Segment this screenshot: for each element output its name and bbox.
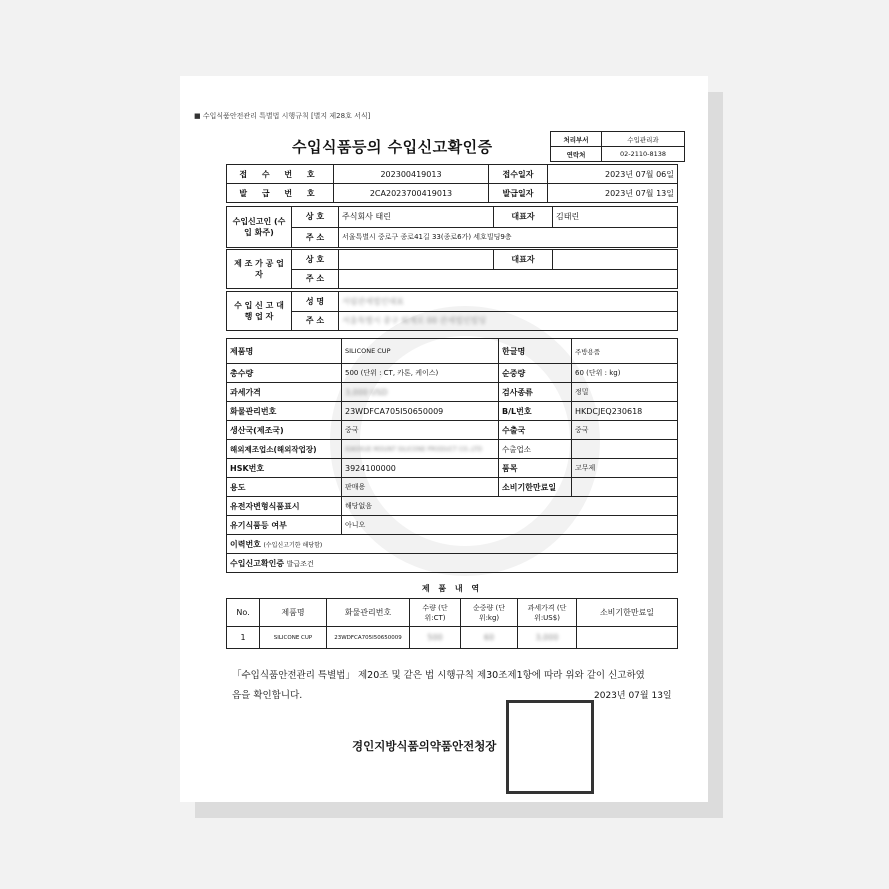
items-header: 제품명 bbox=[260, 599, 327, 627]
manufacturer-table bbox=[226, 249, 678, 289]
origin-label: 생산국(제조국) bbox=[227, 421, 342, 440]
numbers-table bbox=[226, 164, 678, 203]
item-cell: 23WDFCA705I50650009 bbox=[327, 627, 410, 649]
qty-value: 500 (단위 : CT, 카톤, 케이스) bbox=[342, 364, 499, 383]
manufacturer-label: 제 조 가 공 업 자 bbox=[227, 250, 292, 289]
item-cell: 1 bbox=[227, 627, 260, 649]
cargo-value: 23WDFCA705I50650009 bbox=[342, 402, 499, 421]
items-table bbox=[226, 598, 678, 649]
document-title: 수입식품등의 수입신고확인증 bbox=[292, 138, 493, 156]
issue-no: 2CA2023700419013 bbox=[334, 184, 489, 203]
product-name: SILICONE CUP bbox=[342, 339, 499, 364]
net-weight-value: 60 (단위 : kg) bbox=[572, 364, 678, 383]
receipt-no: 202300419013 bbox=[334, 165, 489, 184]
expiry-label: 소비기한만료일 bbox=[499, 478, 572, 497]
agent-label: 수 입 신 고 대 행 업 자 bbox=[227, 292, 292, 331]
receipt-date-label: 접수일자 bbox=[489, 165, 548, 184]
agent-name: 서림관세법인대표 bbox=[339, 292, 678, 312]
issue-date: 2023년 07월 13일 bbox=[548, 184, 678, 203]
exporter-label: 수출업소 bbox=[499, 440, 572, 459]
items-header: 과세가격 (단위:US$) bbox=[518, 599, 577, 627]
net-weight-label: 순중량 bbox=[499, 364, 572, 383]
receipt-no-label: 접 수 번 호 bbox=[227, 165, 334, 184]
items-header: 소비기한만료일 bbox=[577, 599, 678, 627]
official-seal bbox=[506, 700, 594, 794]
item-cell: 60 bbox=[461, 627, 518, 649]
manufacturer-name-label: 상 호 bbox=[292, 250, 339, 270]
items-header: 수량 (단위:CT) bbox=[410, 599, 461, 627]
confirm-label: 수입신고확인증 bbox=[230, 558, 285, 568]
importer-addr: 서울특별시 중로구 종로41길 33(종로6가) 세호빌딩9층 bbox=[339, 227, 678, 248]
use-label: 용도 bbox=[227, 478, 342, 497]
hsk-label: HSK번호 bbox=[227, 459, 342, 478]
issue-no-label: 발 급 번 호 bbox=[227, 184, 334, 203]
use-value: 판매용 bbox=[342, 478, 499, 497]
issuer-name: 경인지방식품의약품안전청장 bbox=[352, 739, 497, 753]
export-label: 수출국 bbox=[499, 421, 572, 440]
export-value: 중국 bbox=[572, 421, 678, 440]
manufacturer-rep-label: 대표자 bbox=[494, 250, 553, 270]
contact-label: 연락처 bbox=[551, 147, 602, 162]
items-header: 화물관리번호 bbox=[327, 599, 410, 627]
contact-value: 02-2110-8138 bbox=[602, 147, 685, 162]
certificate-document bbox=[180, 76, 708, 802]
law-reference: ■ 수입식품안전관리 특별법 시행규칙 [별지 제28호 서식] bbox=[194, 112, 371, 120]
category-label: 품목 bbox=[499, 459, 572, 478]
receipt-date: 2023년 07월 06일 bbox=[548, 165, 678, 184]
importer-name: 주식회사 태린 bbox=[339, 207, 494, 228]
items-header: No. bbox=[227, 599, 260, 627]
price-value: 3,000 USD bbox=[342, 383, 499, 402]
history-note: (수입신고기한 해당함) bbox=[263, 541, 323, 549]
notice-text: 「수입식품안전관리 특별법」 제20조 및 같은 법 시행규칙 제30조제1항에 따라 위와 같이 신고하였음을 확인합니다. bbox=[232, 670, 645, 701]
importer-addr-label: 주 소 bbox=[292, 227, 339, 248]
history-label: 이력번호 bbox=[230, 539, 261, 549]
importer-rep-label: 대표자 bbox=[494, 207, 553, 228]
organic-label: 유기식품등 여부 bbox=[227, 516, 342, 535]
bl-label: B/L번호 bbox=[499, 402, 572, 421]
dept-value: 수입관리과 bbox=[602, 132, 685, 147]
items-title: 제 품 내 역 bbox=[421, 584, 483, 593]
bl-value: HKDCJEQ230618 bbox=[572, 402, 678, 421]
category-value: 고무제 bbox=[572, 459, 678, 478]
confirm-value: 발급조건 bbox=[286, 559, 314, 568]
korean-name-label: 한글명 bbox=[499, 339, 572, 364]
item-cell: 3,000 bbox=[518, 627, 577, 649]
item-cell: SILICONE CUP bbox=[260, 627, 327, 649]
items-header: 순중량 (단위:kg) bbox=[461, 599, 518, 627]
maker-label: 해외제조업소(해외작업장) bbox=[227, 440, 342, 459]
inspect-value: 정밀 bbox=[572, 383, 678, 402]
inspect-label: 검사종류 bbox=[499, 383, 572, 402]
qty-label: 총수량 bbox=[227, 364, 342, 383]
importer-label: 수입신고인 (수입 화주) bbox=[227, 207, 292, 248]
issue-date-label: 발급일자 bbox=[489, 184, 548, 203]
dept-label: 처리부서 bbox=[551, 132, 602, 147]
item-cell bbox=[577, 627, 678, 649]
agent-table bbox=[226, 291, 678, 331]
importer-rep: 김태린 bbox=[553, 207, 678, 228]
cargo-label: 화물관리번호 bbox=[227, 402, 342, 421]
price-label: 과세가격 bbox=[227, 383, 342, 402]
organic-value: 아니오 bbox=[342, 516, 678, 535]
agent-name-label: 성 명 bbox=[292, 292, 339, 312]
importer-table bbox=[226, 206, 678, 248]
department-box bbox=[550, 131, 685, 162]
item-cell: 500 bbox=[410, 627, 461, 649]
product-name-label: 제품명 bbox=[227, 339, 342, 364]
manufacturer-addr-label: 주 소 bbox=[292, 269, 339, 289]
maker-value: XIAOXUE MOUNT SILICONE PRODUCT CO.,LTD bbox=[342, 440, 499, 459]
korean-name: 주방용품 bbox=[572, 339, 678, 364]
agent-addr-label: 주 소 bbox=[292, 311, 339, 331]
issue-date-footer: 2023년 07월 13일 bbox=[594, 691, 672, 701]
agent-addr: 서울특별시 중구 퇴계로 00 관세법인빌딩 bbox=[339, 311, 678, 331]
gmo-value: 해당없음 bbox=[342, 497, 678, 516]
origin-value: 중국 bbox=[342, 421, 499, 440]
hsk-value: 3924100000 bbox=[342, 459, 499, 478]
gmo-label: 유전자변형식품표시 bbox=[227, 497, 342, 516]
product-table bbox=[226, 338, 678, 573]
importer-name-label: 상 호 bbox=[292, 207, 339, 228]
